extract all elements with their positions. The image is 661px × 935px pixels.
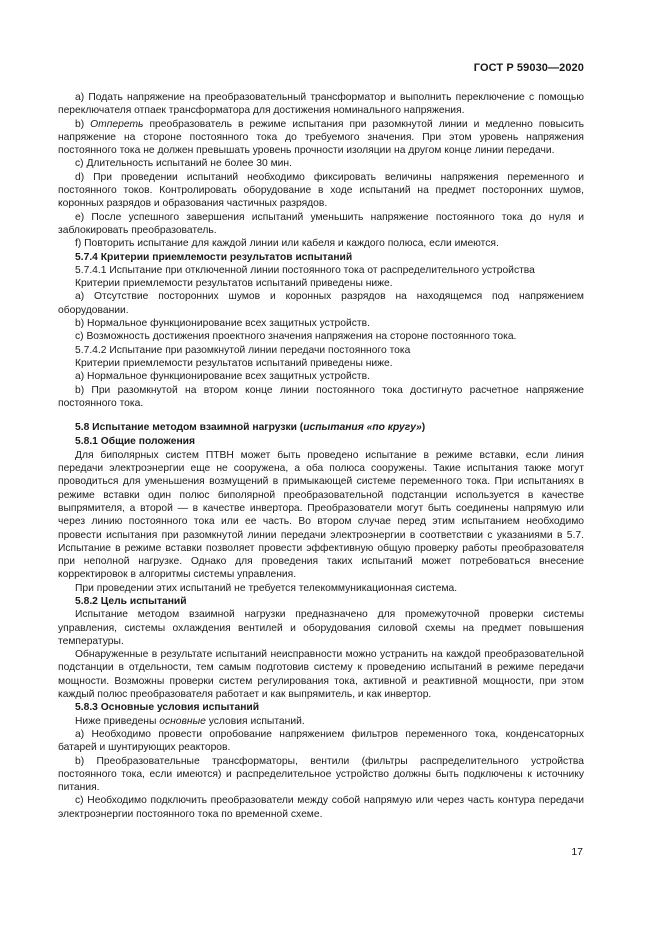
paragraph: Критерии приемлемости результатов испытаний приведены ниже. [75, 357, 393, 369]
paragraph: b) Нормальное функционирование всех защитных устройств. [75, 318, 370, 330]
subsection-heading: 5.8.2 Цель испытаний [75, 595, 187, 607]
paragraph: Испытание методом взаимной нагрузки предназначено для промежуточной проверки системы управления, системы охлаждения вентилей и оборудования силовой схемы на предмет повышения температуры. [58, 609, 584, 647]
paragraph: c) Длительность испытаний не более 30 мин. [75, 158, 292, 170]
subsection-heading: 5.8.1 Общие положения [75, 436, 195, 448]
paragraph: a) Отсутствие посторонних шумов и коронных разрядов на находящемся под напряжением оборудовании. [58, 291, 584, 316]
paragraph: b) Отпереть преобразователь в режиме испытания при разомкнутой линии и медленно повысить напряжение на стороне постоянного тока до требуемого значения. При этом уровень напряжения постоянного тока не должен превышать уровень прочности изоляции на другом конце линии передачи. [58, 118, 584, 157]
paragraph: Обнаруженные в результате испытаний неисправности можно устранить на каждой преобразовательной подстанции в отдельности, тем самым подготовив систему к проведению испытаний в режиме передачи мощности. Возможны проверки систем регулирования тока, активной и реактивной мощности, при этом каждый полюс преобразователя работает и как выпрямитель, и как инвертор. [58, 649, 584, 701]
paragraph: a) Необходимо провести опробование напряжением фильтров переменного тока, конденсаторных батарей и шунтирующих реакторов. [58, 728, 584, 754]
paragraph: b) Преобразовательные трансформаторы, вентили (фильтры распределительного устройства постоянного тока, если имеются) и распределительное устройство должны быть подключены к источнику питания. [58, 755, 584, 794]
paragraph: Для биполярных систем ПТВН может быть проведено испытание в режиме вставки, если линия передачи электроэнергии еще не сооружена, а оба полюса сооружены. Такие испытания также могут проводиться для уменьшения возмущений в примыкающей системе переменного тока. При испытаниях в режиме вставки один полюс биполярной преобразовательной подстанции используется в качестве выпрямителя, а второй — в качестве инвертора. Преобразователи могут быть соединены напрямую или через линию постоянного тока или ее часть. Во втором случае перед этим испытанием необходимо провести испытания при разомкнутой линии передачи электроэнергии в соответствии с указаниями в 5.7. Испытание в режиме вставки позволяет провести эффективную общую проверку работы преобразователя при неполной нагрузке. Однако для проведения таких испытаний может потребоваться внесение корректировок в алгоритмы системы управления. [58, 449, 584, 581]
paragraph: f) Повторить испытание для каждой линии или кабеля и каждого полюса, если имеются. [75, 238, 499, 250]
page-header: ГОСТ Р 59030—2020 [473, 62, 584, 74]
section-heading: 5.7.4 Критерии приемлемости результатов испытаний [75, 251, 353, 263]
paragraph: a) Нормальное функционирование всех защитных устройств. [75, 371, 370, 383]
paragraph: При проведении этих испытаний не требуется телекоммуникационная система. [75, 582, 458, 594]
subsection-heading: 5.8.3 Основные условия испытаний [75, 702, 260, 714]
paragraph: d) При проведении испытаний необходимо фиксировать величины напряжения переменного и постоянного токов. Контролировать оборудование в ходе испытаний на предмет посторонних шумов, коронных разрядов и образования частичных разрядов. [58, 171, 584, 210]
page-content [58, 91, 584, 821]
paragraph: b) При разомкнутой на втором конце линии постоянного тока достигнуто расчетное напряжение постоянного тока. [58, 384, 584, 409]
section-heading: 5.8 Испытание методом взаимной нагрузки (испытания «по кругу») [75, 422, 426, 434]
page-number: 17 [571, 846, 583, 858]
paragraph: a) Подать напряжение на преобразовательный трансформатор и выполнить переключение с помощью переключателя отпаек трансформатора для достижения номинального напряжения. [58, 92, 584, 117]
paragraph: c) Необходимо подключить преобразователи между собой напрямую или через часть контура передачи электроэнергии постоянного тока по временной схеме. [58, 795, 584, 820]
paragraph: Критерии приемлемости результатов испытаний приведены ниже. [75, 278, 393, 290]
paragraph: c) Возможность достижения проектного значения напряжения на стороне постоянного тока. [75, 331, 517, 343]
paragraph: e) После успешного завершения испытаний уменьшить напряжение постоянного тока до нуля и заблокировать преобразователь. [58, 211, 584, 236]
paragraph: 5.7.4.1 Испытание при отключенной линии постоянного тока от распределительного устройства [75, 264, 535, 276]
paragraph: Ниже приведены основные условия испытаний. [75, 715, 305, 727]
paragraph: 5.7.4.2 Испытание при разомкнутой линии передачи постоянного тока [75, 344, 411, 356]
